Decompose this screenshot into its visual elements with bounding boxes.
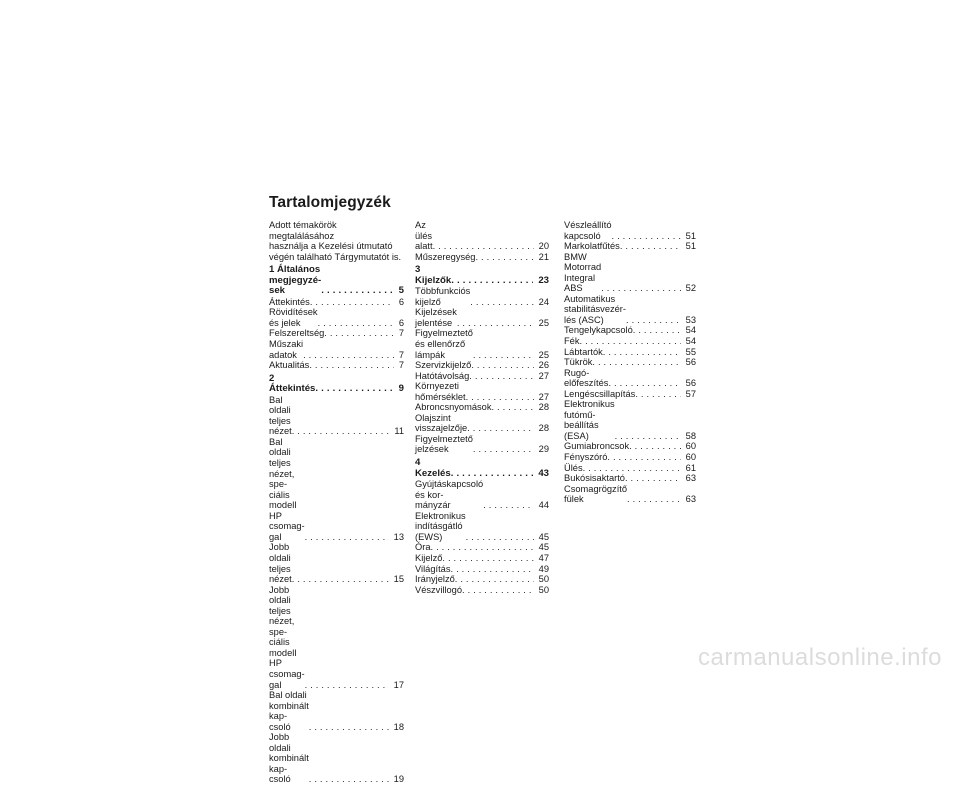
- toc-entry-page: 63: [685, 473, 696, 484]
- toc-entry[interactable]: [415, 553, 549, 564]
- dot-leader: [309, 360, 394, 371]
- toc-entry-title: Szervizkijelző: [415, 360, 472, 371]
- toc-entry[interactable]: [269, 542, 404, 584]
- page-title: Tartalomjegyzék: [269, 194, 391, 211]
- dot-leader: [292, 426, 390, 437]
- toc-entry-title: Olajszint visszajelzője: [415, 412, 468, 434]
- dot-leader: [473, 444, 534, 455]
- toc-entry-page: 28: [538, 423, 549, 434]
- toc-entry[interactable]: [415, 402, 549, 413]
- toc-entry-page: 9: [398, 383, 404, 395]
- toc-entry[interactable]: [564, 441, 696, 452]
- toc-entry-page: 20: [538, 241, 549, 252]
- intro-text: Adott témakörök megtalálásához használja a Kezelési útmutató végén található Tárgymutatót is.: [269, 220, 402, 262]
- dot-leader: [318, 318, 394, 329]
- toc-entry-title: Hatótávolság: [415, 370, 470, 381]
- toc-entry-page: 29: [538, 444, 549, 455]
- toc-entry[interactable]: [415, 413, 549, 434]
- toc-entry-page: 7: [398, 360, 404, 371]
- toc-entry-page: 15: [393, 574, 404, 585]
- toc-entry-title: Jobb oldali teljes nézet, spe- ciális modell HP csomag- gal: [269, 584, 305, 690]
- toc-column-1: [269, 220, 404, 785]
- toc-entry[interactable]: [415, 307, 549, 328]
- toc-entry-page: 60: [685, 452, 696, 463]
- dot-leader: [315, 384, 393, 395]
- toc-entry[interactable]: [269, 339, 404, 360]
- toc-chapter[interactable]: [415, 458, 549, 479]
- dot-leader: [626, 315, 681, 326]
- toc-entry-title: Többfunkciós kijelző: [415, 286, 471, 307]
- dot-leader: [483, 500, 533, 511]
- toc-entry-page: 25: [538, 317, 549, 328]
- toc-column-3: [564, 220, 696, 505]
- toc-entry-title: Bal oldali kombinált kap- csoló: [269, 690, 309, 732]
- toc-entry-title: Áttekintés: [269, 296, 310, 307]
- toc-entry[interactable]: [564, 241, 696, 252]
- dot-leader: [603, 347, 681, 358]
- toc-entry[interactable]: [564, 220, 696, 241]
- dot-leader: [466, 392, 534, 403]
- toc-entry-title: BMW Motorrad Integral ABS: [564, 251, 602, 294]
- toc-entry-title: Rövidítések és jelek: [269, 307, 318, 328]
- toc-entry-title: Az ülés alatt: [415, 220, 433, 252]
- dot-leader: [473, 350, 534, 361]
- dot-leader: [635, 389, 680, 400]
- dot-leader: [457, 318, 534, 329]
- toc-entry-page: 61: [685, 462, 696, 473]
- toc-entry-title: Lengéscsillapítás: [564, 388, 636, 399]
- toc-entry[interactable]: [269, 690, 404, 732]
- toc-entry[interactable]: [564, 368, 696, 389]
- toc-column-2: [415, 220, 549, 595]
- toc-entry-page: 56: [685, 378, 696, 389]
- toc-entry[interactable]: [415, 511, 549, 543]
- toc-entry-title: 2 Áttekintés: [269, 372, 316, 395]
- toc-entry-page: 50: [538, 574, 549, 585]
- toc-entry-page: 17: [393, 679, 404, 690]
- toc-entry-page: 26: [538, 360, 549, 371]
- toc-entry[interactable]: [415, 286, 549, 307]
- toc-entry[interactable]: [564, 389, 696, 400]
- toc-entry-title: Bal oldali teljes nézet, spe- ciális modell HP csomag- gal: [269, 436, 305, 542]
- dot-leader: [466, 532, 534, 543]
- dot-leader: [451, 469, 534, 480]
- dot-leader: [620, 241, 681, 252]
- toc-entry-title: Világítás: [415, 563, 451, 574]
- toc-entry[interactable]: [269, 437, 404, 542]
- toc-entry[interactable]: [415, 252, 549, 263]
- toc-entry[interactable]: [564, 252, 696, 294]
- toc-entry-title: Elektronikus futómű-beállítás (ESA): [564, 399, 615, 441]
- toc-entry[interactable]: [269, 395, 404, 437]
- toc-entry-title: Óra: [415, 542, 431, 553]
- dot-leader: [309, 722, 389, 733]
- toc-entry[interactable]: [415, 360, 549, 371]
- toc-entry-title: Rugó-előfeszítés: [564, 367, 609, 389]
- dot-leader: [321, 286, 393, 297]
- toc-entry-page: 52: [685, 283, 696, 294]
- toc-entry-title: Elektronikus indításgátló (EWS): [415, 510, 466, 542]
- toc-entry-title: Tengelykapcsoló: [564, 325, 633, 336]
- toc-entry[interactable]: [564, 347, 696, 358]
- toc-entry[interactable]: [269, 297, 404, 308]
- toc-entry-page: 7: [398, 349, 404, 360]
- dot-leader: [607, 452, 680, 463]
- toc-entry[interactable]: [564, 399, 696, 441]
- toc-entry[interactable]: [564, 357, 696, 368]
- toc-entry[interactable]: [415, 328, 549, 360]
- toc-entry-title: 1 Általános megjegyzé- sek: [269, 264, 322, 297]
- toc-entry-page: 25: [538, 349, 549, 360]
- toc-entry[interactable]: [564, 463, 696, 474]
- toc-entry-page: 11: [394, 426, 404, 437]
- toc-entry-title: Jobb oldali teljes nézet: [269, 542, 292, 585]
- toc-entry-title: Műszaki adatok: [269, 339, 304, 360]
- toc-entry-page: 49: [538, 563, 549, 574]
- toc-entry-title: Automatikus stabilitásvezér- lés (ASC): [564, 293, 627, 325]
- dot-leader: [324, 328, 394, 339]
- toc-entry-page: 51: [685, 230, 696, 241]
- toc-entry-page: 19: [393, 774, 404, 785]
- dot-leader: [462, 585, 534, 596]
- toc-entry-title: Csomagrögzítő fülek: [564, 483, 628, 505]
- toc-chapter[interactable]: [269, 374, 404, 395]
- toc-entry-title: Lábtartók: [564, 346, 603, 357]
- toc-entry-page: 45: [538, 531, 549, 542]
- dot-leader: [633, 325, 681, 336]
- toc-entry[interactable]: [269, 585, 404, 690]
- toc-entry-title: Környezeti hőmérséklet: [415, 381, 466, 402]
- toc-entry-page: 55: [685, 346, 696, 357]
- dot-leader: [442, 553, 533, 564]
- toc-entry-title: Aktualitás: [269, 360, 310, 371]
- toc-entry-title: Gumiabroncsok: [564, 441, 630, 452]
- toc-entry[interactable]: [415, 585, 549, 596]
- dot-leader: [431, 542, 534, 553]
- dot-leader: [455, 574, 534, 585]
- toc-entry-page: 7: [398, 328, 404, 339]
- toc-entry[interactable]: [269, 360, 404, 371]
- toc-entry-page: 21: [538, 251, 549, 262]
- dot-leader: [629, 441, 681, 452]
- toc-entry[interactable]: [415, 542, 549, 553]
- toc-entry-title: Figyelmeztető és ellenőrző lámpák: [415, 328, 473, 360]
- toc-entry-title: Irányjelző: [415, 574, 455, 585]
- toc-entry-title: Bal oldali teljes nézet: [269, 394, 292, 437]
- toc-entry-title: Kijelző: [415, 552, 443, 563]
- dot-leader: [608, 378, 680, 389]
- toc-entry-title: 4 Kezelés: [415, 457, 451, 479]
- toc-entry-page: 45: [538, 542, 549, 553]
- dot-leader: [471, 360, 533, 371]
- dot-leader: [491, 402, 533, 413]
- dot-leader: [433, 241, 534, 252]
- toc-entry-title: Tükrök: [564, 357, 593, 368]
- dot-leader: [601, 283, 680, 294]
- toc-entry[interactable]: [564, 452, 696, 463]
- toc-entry-title: Fényszóró: [564, 452, 608, 463]
- dot-leader: [625, 473, 681, 484]
- dot-leader: [612, 231, 681, 242]
- toc-entry[interactable]: [564, 325, 696, 336]
- toc-entry-page: 27: [538, 370, 549, 381]
- dot-leader: [451, 564, 534, 575]
- toc-entry[interactable]: [269, 307, 404, 328]
- toc-entry-page: 28: [538, 402, 549, 413]
- toc-entry-title: Fék: [564, 336, 580, 347]
- toc-entry-title: Kijelzések jelentése: [415, 307, 457, 328]
- toc-entry-page: 47: [538, 552, 549, 563]
- toc-entry-page: 60: [685, 441, 696, 452]
- toc-entry-title: Figyelmeztető jelzések: [415, 433, 473, 455]
- toc-entry-title: Bukósisaktartó: [564, 473, 625, 484]
- toc-entry-page: 57: [685, 388, 696, 399]
- toc-entry-page: 43: [538, 467, 549, 479]
- toc-entry[interactable]: [415, 371, 549, 382]
- toc-entry-title: Műszeregység: [415, 251, 476, 262]
- toc-entry-title: Vészleállító kapcsoló: [564, 220, 612, 241]
- toc-entry-page: 50: [538, 584, 549, 595]
- toc-entry-page: 58: [685, 430, 696, 441]
- toc-entry[interactable]: [415, 564, 549, 575]
- toc-entry[interactable]: [415, 574, 549, 585]
- dot-leader: [305, 680, 389, 691]
- toc-entry-title: Gyújtáskapcsoló és kor- mányzár: [415, 479, 484, 511]
- toc-entry-page: 24: [538, 296, 549, 307]
- toc-entry-page: 54: [685, 325, 696, 336]
- watermark: carmanualsonline.info: [698, 644, 942, 671]
- toc-entry-title: Ülés: [564, 462, 583, 473]
- toc-entry-page: 6: [398, 317, 404, 328]
- toc-entry[interactable]: [564, 484, 696, 505]
- dot-leader: [292, 574, 389, 585]
- dot-leader: [470, 297, 533, 308]
- toc-entry-title: Jobb oldali kombinált kap- csoló: [269, 732, 309, 785]
- toc-entry-page: 23: [538, 274, 549, 286]
- toc-entry-page: 5: [398, 285, 404, 297]
- toc-entry[interactable]: [564, 294, 696, 326]
- toc-entry[interactable]: [564, 336, 696, 347]
- toc-entry-page: 51: [685, 241, 696, 252]
- dot-leader: [309, 774, 389, 785]
- toc-entry-page: 56: [685, 357, 696, 368]
- toc-entry[interactable]: [269, 328, 404, 339]
- dot-leader: [475, 252, 533, 263]
- toc-entry-page: 13: [393, 531, 404, 542]
- toc-entry-title: 3 Kijelzők: [415, 264, 452, 286]
- toc-entry[interactable]: [415, 479, 549, 511]
- toc-entry-page: 18: [393, 721, 404, 732]
- dot-leader: [627, 494, 681, 505]
- toc-entry[interactable]: [564, 473, 696, 484]
- dot-leader: [467, 423, 533, 434]
- toc-entry-title: Vészvillogó: [415, 584, 463, 595]
- toc-entry-page: 27: [538, 391, 549, 402]
- dot-leader: [469, 371, 533, 382]
- dot-leader: [592, 357, 680, 368]
- dot-leader: [451, 276, 533, 287]
- toc-entry[interactable]: [269, 732, 404, 785]
- dot-leader: [583, 463, 681, 474]
- toc-chapter[interactable]: [269, 265, 404, 297]
- toc-entry-title: Felszereltség: [269, 328, 325, 339]
- dot-leader: [615, 431, 681, 442]
- toc-entry[interactable]: [415, 434, 549, 455]
- dot-leader: [310, 297, 394, 308]
- toc-entry-page: 54: [685, 336, 696, 347]
- dot-leader: [580, 336, 681, 347]
- toc-entry-page: 53: [685, 314, 696, 325]
- toc-entry-title: Markolatfűtés: [564, 241, 620, 252]
- toc-chapter[interactable]: [415, 265, 549, 286]
- toc-entry-page: 63: [685, 494, 696, 505]
- dot-leader: [303, 350, 394, 361]
- toc-entry-title: Abroncsnyomások: [415, 402, 492, 413]
- toc-entry[interactable]: [415, 381, 549, 402]
- toc-entry-page: 6: [398, 296, 404, 307]
- toc-entry[interactable]: [415, 220, 549, 252]
- dot-leader: [305, 532, 389, 543]
- toc-entry-page: 44: [538, 500, 549, 511]
